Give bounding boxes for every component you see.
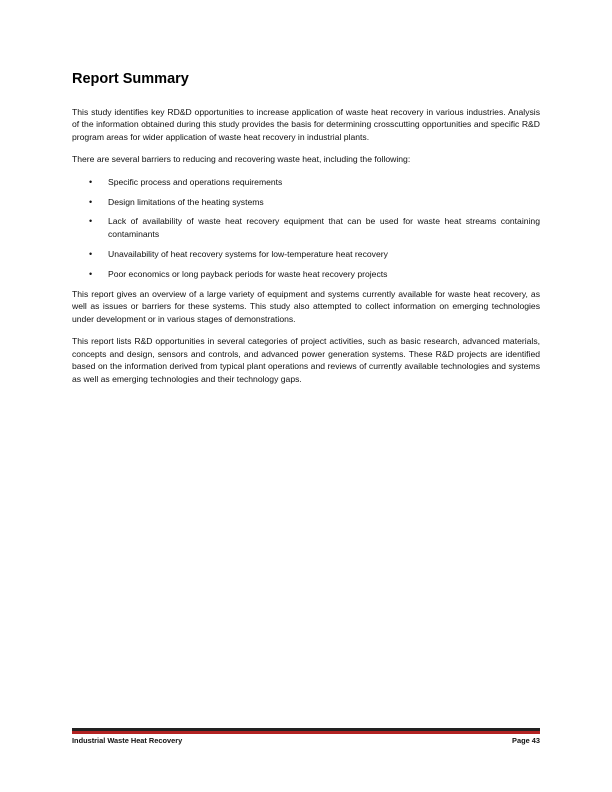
overview-paragraph: This report gives an overview of a large variety of equipment and systems currently available for waste heat recovery, as well as issues or barriers for these systems. This study also attempted to collect information on emerging technologies under development or in various stages of demonstrations. [72, 289, 540, 324]
list-item-text: Poor economics or long payback periods for waste heat recovery projects [108, 268, 388, 279]
list-item-text: Lack of availability of waste heat recovery equipment that can be used for waste heat streams containing contaminants [108, 216, 540, 239]
page-footer [72, 736, 540, 746]
list-item [72, 248, 540, 260]
barriers-lead-paragraph: There are several barriers to reducing and recovering waste heat, including the following: [72, 154, 411, 165]
page-content [72, 70, 540, 395]
list-item [72, 196, 540, 208]
footer-document-title: Industrial Waste Heat Recovery [72, 736, 183, 745]
bullet-icon: • [89, 248, 93, 259]
intro-paragraph: This study identifies key RD&D opportunities to increase application of waste heat recovery in various industries. Analysis of the information obtained during this study provides the basis for determining crosscutting opportunities and specific R&D program areas for wider application of waste heat recovery in industrial plants. [72, 107, 540, 142]
bullet-icon: • [89, 268, 93, 279]
list-item [72, 215, 540, 240]
footer-rule-accent [72, 731, 540, 734]
footer-page-number: Page 43 [512, 736, 540, 745]
list-item [72, 176, 540, 188]
list-item-text: Specific process and operations requirements [108, 176, 283, 187]
opportunities-paragraph: This report lists R&D opportunities in several categories of project activities, such as basic research, advanced materials, concepts and design, sensors and controls, and advanced power generation systems. These R&D projects are identified based on the information derived from typical plant operations and reviews of currently available technologies and systems as well as emerging technologies and their technology gaps. [72, 336, 540, 384]
barriers-list [72, 176, 540, 280]
list-item-text: Design limitations of the heating systems [108, 196, 264, 207]
bullet-icon: • [89, 176, 93, 187]
list-item [72, 268, 540, 280]
page-title: Report Summary [72, 71, 189, 87]
bullet-icon: • [89, 216, 93, 227]
list-item-text: Unavailability of heat recovery systems for low-temperature heat recovery [108, 248, 388, 259]
bullet-icon: • [89, 196, 93, 207]
